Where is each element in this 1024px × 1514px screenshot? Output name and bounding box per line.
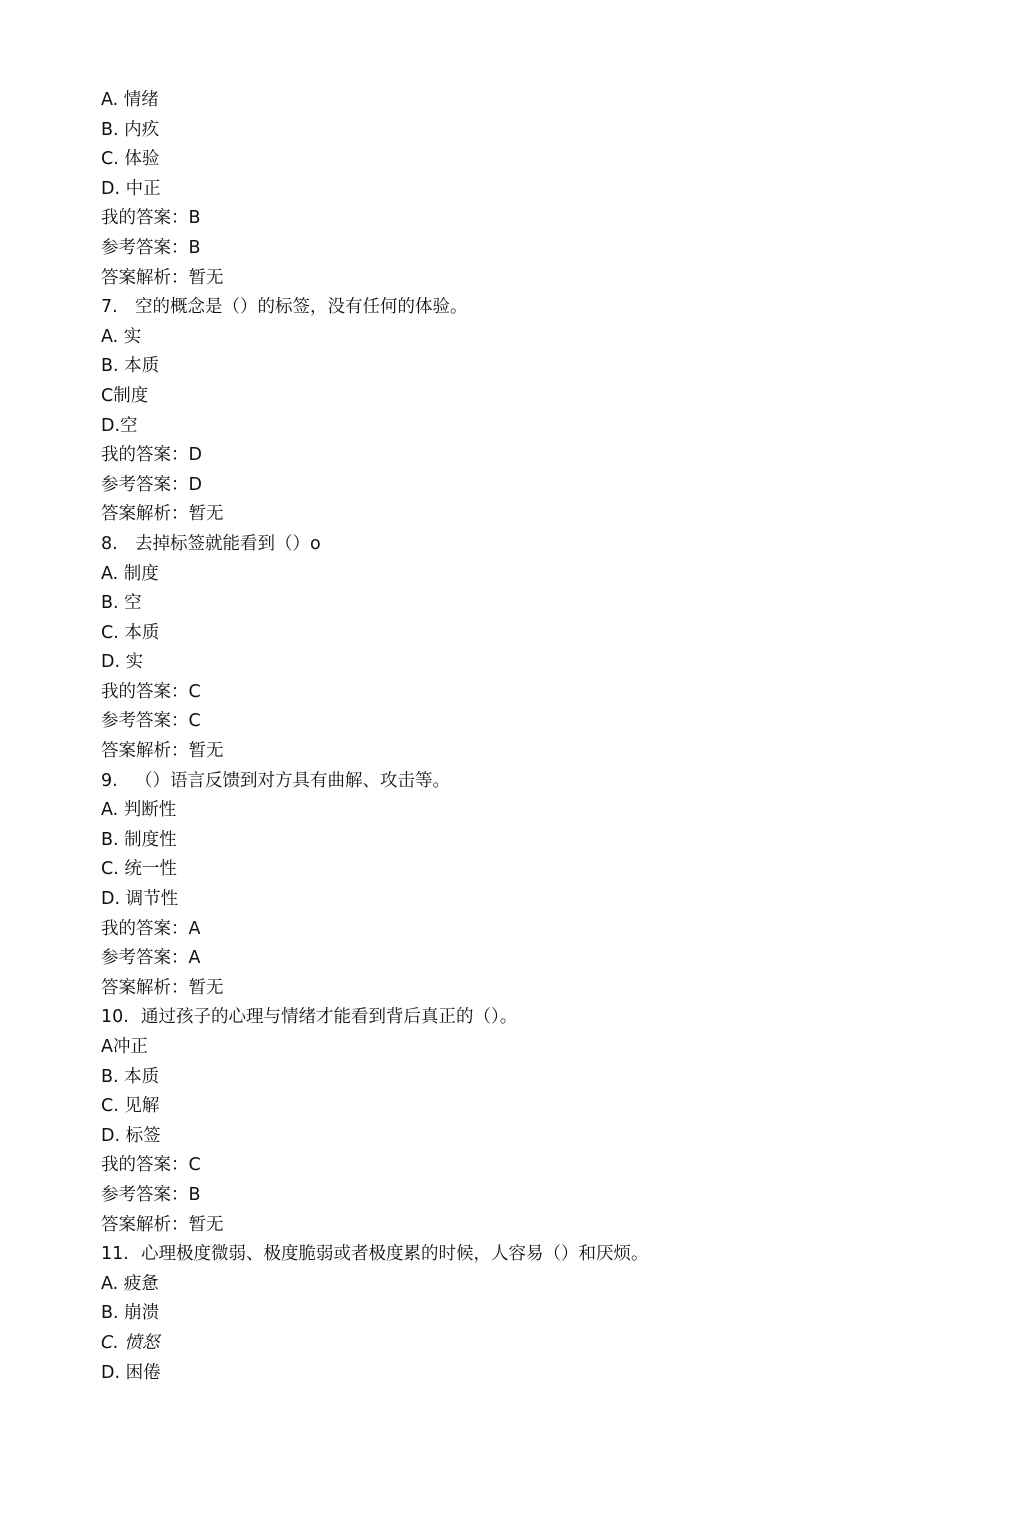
option-c: C. 体验 bbox=[101, 149, 160, 170]
option-c: C制度 bbox=[101, 385, 149, 406]
option-d: D. 标签 bbox=[101, 1125, 161, 1146]
option-b: B. 内疚 bbox=[101, 119, 160, 140]
reference-answer: 参考答案：D bbox=[101, 474, 202, 495]
option-d: D. 困倦 bbox=[101, 1362, 161, 1383]
question-10 bbox=[101, 1003, 981, 1033]
answer-analysis: 答案解析：暂无 bbox=[101, 1214, 224, 1235]
option-d: D.空 bbox=[101, 415, 138, 436]
question-9 bbox=[101, 767, 981, 797]
question-number: 9. bbox=[101, 770, 118, 791]
option-a: A. 疲惫 bbox=[101, 1273, 159, 1294]
option-a: A. 制度 bbox=[101, 563, 159, 584]
answer-analysis: 答案解析：暂无 bbox=[101, 504, 224, 525]
document-body bbox=[101, 86, 981, 1388]
question-text: 通过孩子的心理与情绪才能看到背后真正的（）。 bbox=[141, 1007, 518, 1028]
option-b: B. 制度性 bbox=[101, 829, 177, 850]
option-d: D. 中正 bbox=[101, 178, 161, 199]
option-d: D. 实 bbox=[101, 652, 144, 673]
question-text: 去掉标签就能看到（）o bbox=[135, 533, 321, 554]
option-d: D. 调节性 bbox=[101, 889, 179, 910]
reference-answer: 参考答案：B bbox=[101, 1184, 201, 1205]
option-b: B. 本质 bbox=[101, 356, 160, 377]
option-b: B. 崩溃 bbox=[101, 1303, 160, 1324]
my-answer: 我的答案：C bbox=[101, 681, 201, 702]
reference-answer: 参考答案：B bbox=[101, 237, 201, 258]
option-a: A冲正 bbox=[101, 1037, 148, 1057]
reference-answer: 参考答案：C bbox=[101, 711, 201, 732]
answer-analysis: 答案解析：暂无 bbox=[101, 741, 224, 762]
my-answer: 我的答案：C bbox=[101, 1155, 201, 1176]
question-text: （）语言反馈到对方具有曲解、攻击等。 bbox=[135, 770, 450, 791]
question-text: 空的概念是（）的标签，没有任何的体验。 bbox=[135, 297, 468, 318]
option-b: B. 本质 bbox=[101, 1066, 160, 1087]
question-11 bbox=[101, 1240, 981, 1270]
option-c: C. 本质 bbox=[101, 622, 160, 643]
question-number: 11. bbox=[101, 1244, 129, 1265]
option-c: C. 见解 bbox=[101, 1096, 160, 1117]
my-answer: 我的答案：B bbox=[101, 208, 201, 229]
option-a: A. 判断性 bbox=[101, 800, 177, 821]
question-text: 心理极度微弱、极度脆弱或者极度累的时候，人容易（）和厌烦。 bbox=[141, 1244, 649, 1265]
question-number: 7. bbox=[101, 297, 118, 318]
option-a: A. 实 bbox=[101, 326, 142, 347]
answer-analysis: 答案解析：暂无 bbox=[101, 977, 224, 998]
option-c: C. 统一性 bbox=[101, 859, 177, 880]
question-number: 10. bbox=[101, 1007, 129, 1028]
option-a: A. 情绪 bbox=[101, 90, 159, 110]
option-c: C. 愤怒 bbox=[101, 1332, 160, 1353]
question-7 bbox=[101, 293, 981, 323]
option-b: B. 空 bbox=[101, 593, 142, 614]
my-answer: 我的答案：A bbox=[101, 918, 201, 939]
question-number: 8. bbox=[101, 533, 118, 554]
reference-answer: 参考答案：A bbox=[101, 948, 201, 969]
answer-analysis: 答案解析：暂无 bbox=[101, 267, 224, 288]
question-8 bbox=[101, 530, 981, 560]
my-answer: 我的答案：D bbox=[101, 445, 202, 466]
